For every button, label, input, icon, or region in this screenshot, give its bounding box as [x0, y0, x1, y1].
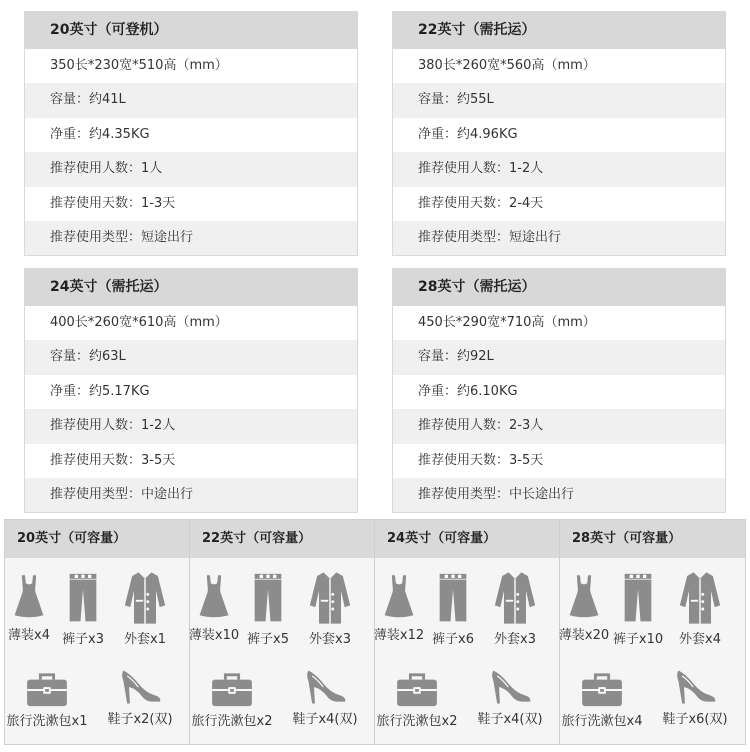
capacity-item-label: 旅行洗漱包x2: [191, 714, 273, 729]
capacity-item-label: 外套x3: [494, 632, 536, 647]
capacity-item-label: 裤子x3: [62, 632, 104, 647]
capacity-item-label: 外套x4: [679, 632, 721, 647]
toiletry-bag-icon: [580, 672, 624, 708]
capacity-item-label: 裤子x5: [247, 632, 289, 647]
capacity-item-label: 鞋子x4(双): [477, 712, 543, 727]
coat-icon: [678, 570, 722, 626]
spec-type: 推荐使用类型：中长途出行: [393, 478, 725, 512]
capacity-item-label: 旅行洗漱包x2: [376, 714, 458, 729]
spec-people: 推荐使用人数：1-2人: [393, 152, 725, 186]
spec-days: 推荐使用天数：1-3天: [25, 187, 357, 221]
pants-icon: [438, 570, 468, 626]
spec-weight: 净重：约4.35KG: [25, 118, 357, 152]
spec-days: 推荐使用天数：3-5天: [393, 444, 725, 478]
spec-dimensions: 450长*290宽*710高（mm）: [393, 306, 725, 340]
capacity-item-label: 旅行洗漱包x4: [561, 714, 643, 729]
spec-people: 推荐使用人数：2-3人: [393, 409, 725, 443]
spec-type: 推荐使用类型：短途出行: [25, 221, 357, 255]
spec-card-title: 22英寸（需托运）: [393, 12, 725, 49]
capacity-item-bag: [372, 672, 462, 729]
spec-weight: 净重：约6.10KG: [393, 375, 725, 409]
capacity-item-label: 鞋子x6(双): [662, 712, 728, 727]
pants-icon: [68, 570, 98, 626]
toiletry-bag-icon: [25, 672, 69, 708]
capacity-item-label: 鞋子x2(双): [107, 712, 173, 727]
high-heel-shoe-icon: [118, 668, 162, 706]
capacity-item-label: 外套x1: [124, 632, 166, 647]
spec-weight: 净重：约4.96KG: [393, 118, 725, 152]
capacity-column-title: 22英寸（可容量）: [190, 520, 374, 558]
capacity-item-label: 薄装x12: [373, 628, 425, 643]
capacity-item-label: 薄装x10: [188, 628, 240, 643]
capacity-item-label: 薄装x20: [558, 628, 610, 643]
capacity-item-bag: [187, 672, 277, 729]
coat-icon: [308, 570, 352, 626]
spec-capacity: 容量：约41L: [25, 83, 357, 117]
toiletry-bag-icon: [210, 672, 254, 708]
capacity-panel: [4, 519, 746, 745]
spec-dimensions: 350长*230宽*510高（mm）: [25, 49, 357, 83]
spec-card-title: 20英寸（可登机）: [25, 12, 357, 49]
spec-capacity: 容量：约63L: [25, 340, 357, 374]
capacity-column: [5, 520, 189, 744]
capacity-column: [559, 520, 745, 744]
capacity-column: [189, 520, 374, 744]
spec-people: 推荐使用人数：1人: [25, 152, 357, 186]
capacity-item-label: 鞋子x4(双): [292, 712, 358, 727]
capacity-item-label: 外套x3: [309, 632, 351, 647]
capacity-item-label: 薄装x4: [8, 628, 50, 643]
capacity-item-label: 裤子x10: [612, 632, 664, 647]
capacity-column-title: 20英寸（可容量）: [5, 520, 189, 558]
spec-card-24-inch: [24, 268, 358, 513]
capacity-item-bag: [557, 672, 647, 729]
toiletry-bag-icon: [395, 672, 439, 708]
capacity-item-shoes: [95, 668, 185, 727]
capacity-column: [374, 520, 559, 744]
spec-dimensions: 400长*260宽*610高（mm）: [25, 306, 357, 340]
spec-card-20-inch: [24, 11, 358, 256]
spec-card-22-inch: [392, 11, 726, 256]
high-heel-shoe-icon: [303, 668, 347, 706]
high-heel-shoe-icon: [673, 668, 717, 706]
spec-weight: 净重：约5.17KG: [25, 375, 357, 409]
capacity-item-shoes: [650, 668, 740, 727]
spec-dimensions: 380长*260宽*560高（mm）: [393, 49, 725, 83]
spec-capacity: 容量：约92L: [393, 340, 725, 374]
spec-people: 推荐使用人数：1-2人: [25, 409, 357, 443]
spec-days: 推荐使用天数：2-4天: [393, 187, 725, 221]
capacity-item-coat: [655, 570, 745, 647]
capacity-item-label: 旅行洗漱包x1: [6, 714, 88, 729]
pants-icon: [623, 570, 653, 626]
spec-type: 推荐使用类型：短途出行: [393, 221, 725, 255]
capacity-column-title: 24英寸（可容量）: [375, 520, 559, 558]
coat-icon: [493, 570, 537, 626]
capacity-item-label: 裤子x6: [432, 632, 474, 647]
spec-card-28-inch: [392, 268, 726, 513]
high-heel-shoe-icon: [488, 668, 532, 706]
spec-card-title: 24英寸（需托运）: [25, 269, 357, 306]
pants-icon: [253, 570, 283, 626]
spec-days: 推荐使用天数：3-5天: [25, 444, 357, 478]
coat-icon: [123, 570, 167, 626]
spec-capacity: 容量：约55L: [393, 83, 725, 117]
spec-type: 推荐使用类型：中途出行: [25, 478, 357, 512]
capacity-item-shoes: [465, 668, 555, 727]
capacity-item-bag: [2, 672, 92, 729]
capacity-column-title: 28英寸（可容量）: [560, 520, 745, 558]
spec-card-title: 28英寸（需托运）: [393, 269, 725, 306]
capacity-item-shoes: [280, 668, 370, 727]
